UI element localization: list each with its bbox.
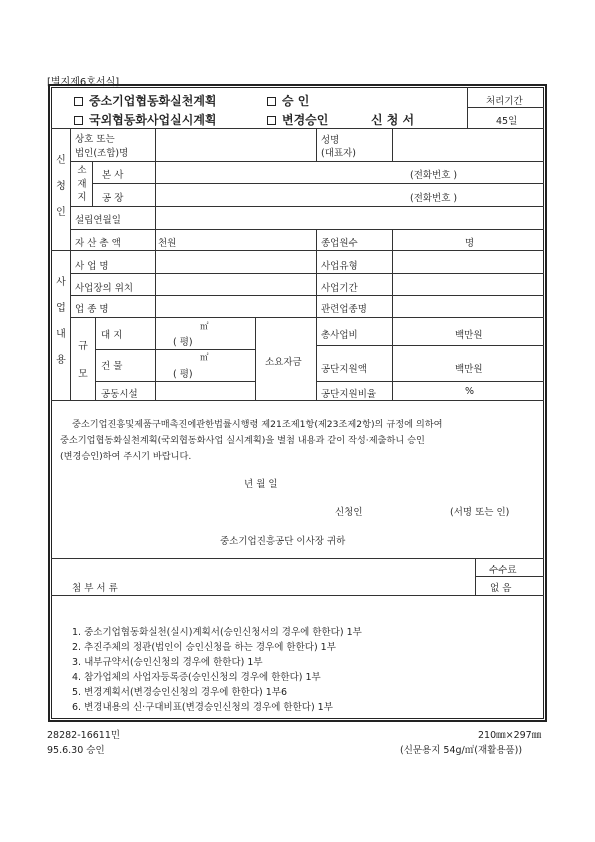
site-location-label: 사업장의 위치 — [75, 283, 134, 294]
processing-period-label: 처리기간 — [486, 96, 523, 107]
paper-size: 210㎜×297㎜ — [478, 730, 542, 741]
employees-unit: 명 — [465, 238, 475, 249]
column-divider — [392, 229, 393, 250]
hq-phone-field[interactable]: (전화번호 ) — [410, 170, 458, 181]
label-divider — [155, 128, 156, 250]
fee-label: 수수료 — [489, 565, 517, 576]
label-divider — [155, 250, 156, 317]
total-assets-unit: 천원 — [158, 238, 177, 249]
funds-divider — [255, 317, 256, 400]
row-divider — [51, 558, 544, 559]
row-divider — [70, 317, 544, 318]
row-divider — [92, 183, 544, 184]
row-divider — [51, 128, 544, 129]
row-divider — [70, 206, 544, 207]
header-line-2-left: 국외협동화사업실시계획 — [74, 111, 217, 128]
row-divider — [70, 295, 544, 296]
checkbox-icon[interactable] — [267, 116, 276, 125]
site-area-label: 대 지 — [101, 330, 123, 341]
location-label: 소 재 지 — [77, 165, 87, 203]
representative-label: 성명 — [321, 135, 340, 146]
row-divider — [70, 161, 544, 162]
approval-date: 95.6.30 승인 — [47, 745, 105, 756]
processing-period-value: 45일 — [496, 116, 518, 127]
representative-label-2: (대표자) — [321, 148, 356, 159]
form-code: 28282-16611민 — [47, 730, 121, 741]
row-divider — [316, 345, 544, 346]
column-divider — [392, 128, 393, 161]
row-divider — [316, 381, 544, 382]
required-funds-label: 소요자금 — [265, 357, 302, 368]
support-amount-unit: 백만원 — [455, 364, 483, 375]
building-label: 건 물 — [101, 361, 123, 372]
section-divider — [70, 128, 71, 250]
fee-row-divider — [475, 576, 544, 577]
total-cost-unit: 백만원 — [455, 330, 483, 341]
applicant-section-label: 신 청 인 — [56, 155, 66, 218]
common-facility-label: 공동시설 — [101, 389, 138, 400]
form-number-label: [별지제6호서식] — [47, 77, 120, 88]
row-divider — [70, 229, 544, 230]
form-title: 신 청 서 — [371, 113, 415, 127]
business-period-label: 사업기간 — [321, 283, 358, 294]
support-ratio-unit: % — [465, 386, 475, 397]
row-divider — [51, 250, 544, 251]
building-pyeong: ( 평) — [173, 369, 193, 380]
site-area-pyeong: ( 평) — [173, 337, 193, 348]
statement-line-2: 중소기업협동화실천계획(국외협동화사업 실시계획)을 별첨 내용과 같이 작성·제출하니 승인 — [60, 435, 425, 446]
business-section-label: 사 업 내 용 — [56, 277, 66, 366]
column-divider — [392, 317, 393, 400]
attachment-item-1: 1. 중소기업협동화실천(실시)계획서(승인신청서의 경우에 한한다) 1부 — [72, 627, 362, 638]
row-divider — [51, 595, 544, 596]
signature-seal-label: (서명 또는 인) — [450, 507, 510, 518]
addressee: 중소기업진흥공단 이사장 귀하 — [220, 536, 346, 547]
building-sqm: ㎡ — [200, 353, 209, 363]
support-ratio-label: 공단지원비율 — [321, 389, 377, 400]
attachments-label: 첨 부 서 류 — [72, 583, 118, 594]
founded-date-label: 설립연월일 — [75, 215, 121, 226]
attachment-item-4: 4. 참가업체의 사업자등록증(승인신청의 경우에 한한다) 1부 — [72, 672, 321, 683]
total-cost-label: 총사업비 — [321, 330, 358, 341]
header-line-2-right: 변경승인 — [267, 111, 328, 128]
row-divider — [95, 381, 255, 382]
statement-line-3: (변경승인)하여 주시기 바랍니다. — [60, 451, 192, 462]
business-name-label: 사 업 명 — [75, 261, 109, 272]
checkbox-icon[interactable] — [74, 97, 83, 106]
column-divider — [392, 250, 393, 317]
processing-divider — [467, 107, 544, 108]
support-amount-label: 공단지원액 — [321, 364, 367, 375]
industry-label: 업 종 명 — [75, 304, 109, 315]
attachment-item-3: 3. 내부규약서(승인신청의 경우에 한한다) 1부 — [72, 657, 263, 668]
statement-line-1: 중소기업진흥및제품구매촉진에관한법률시행령 제21조제1항(제23조제2항)의 규정에 의하여 — [72, 419, 443, 430]
row-divider — [95, 349, 255, 350]
business-type-label: 사업유형 — [321, 261, 358, 272]
related-industry-label: 관련업종명 — [321, 304, 367, 315]
header-line-1-left: 중소기업협동화실천계획 — [74, 92, 217, 109]
label-divider — [155, 317, 156, 400]
header-line-1-right: 승 인 — [267, 92, 309, 109]
site-area-sqm: ㎡ — [200, 322, 209, 332]
attachment-item-6: 6. 변경내용의 신·구대비표(변경승인신청의 경우에 한한다) 1부 — [72, 702, 333, 713]
employees-label: 종업원수 — [321, 238, 358, 249]
checkbox-icon[interactable] — [267, 97, 276, 106]
scale-label: 규 모 — [78, 341, 88, 380]
factory-label: 공 장 — [102, 193, 124, 204]
row-divider — [70, 273, 544, 274]
total-assets-label: 자 산 총 액 — [75, 238, 121, 249]
applicant-signature-label: 신청인 — [335, 507, 363, 518]
column-divider — [316, 229, 317, 250]
attachment-item-5: 5. 변경계획서(변경승인신청의 경우에 한한다) 1부6 — [72, 687, 288, 698]
row-divider — [51, 400, 544, 401]
column-divider — [316, 128, 317, 161]
firm-name-label: 상호 또는 — [75, 134, 115, 145]
application-date: 년 월 일 — [244, 479, 278, 490]
checkbox-icon[interactable] — [74, 116, 83, 125]
factory-phone-field[interactable]: (전화번호 ) — [410, 193, 458, 204]
paper-type: (신문용지 54g/㎡(재활용품)) — [400, 745, 523, 756]
fee-value: 없 음 — [490, 583, 512, 594]
firm-name-label-2: 법인(조합)명 — [75, 148, 129, 159]
attachment-item-2: 2. 추진주체의 정관(법인이 승인신청을 하는 경우에 한한다) 1부 — [72, 642, 336, 653]
headquarters-label: 본 사 — [102, 170, 124, 181]
scale-divider — [95, 317, 96, 400]
